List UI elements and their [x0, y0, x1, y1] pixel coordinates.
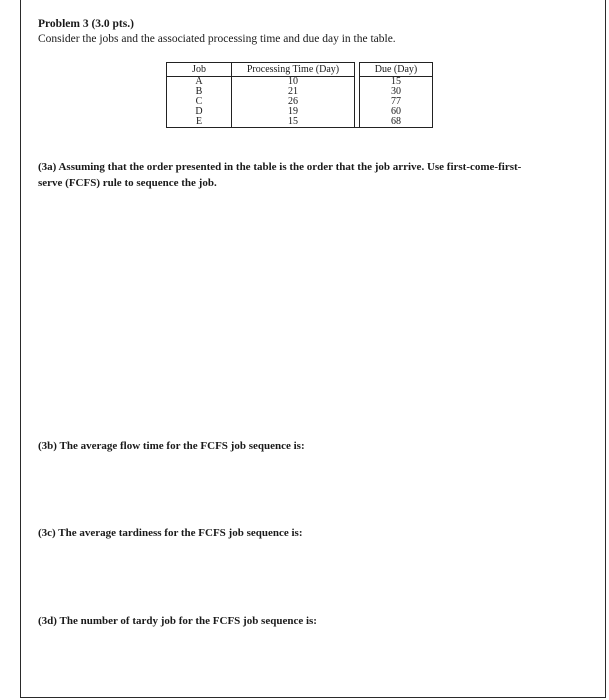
jobs-table: [166, 62, 433, 128]
question-3a-line1: (3a) Assuming that the order presented in the table is the order that the job arrive. Use first-come-first-: [38, 161, 522, 173]
cell-processing-time: 15: [232, 117, 355, 128]
cell-due: 68: [360, 117, 433, 128]
cell-job: D: [167, 107, 232, 117]
cell-processing-time: 21: [232, 87, 355, 97]
table-header-row: [167, 63, 433, 77]
cell-processing-time: 26: [232, 97, 355, 107]
cell-processing-time: 10: [232, 77, 355, 88]
cell-job: C: [167, 97, 232, 107]
cell-job: E: [167, 117, 232, 128]
question-3a-line2: serve (FCFS) rule to sequence the job.: [38, 177, 217, 189]
cell-processing-time: 19: [232, 107, 355, 117]
cell-due: 77: [360, 97, 433, 107]
question-3d: (3d) The number of tardy job for the FCFS job sequence is:: [38, 615, 317, 627]
question-3c: (3c) The average tardiness for the FCFS job sequence is:: [38, 527, 303, 539]
question-3b: (3b) The average flow time for the FCFS job sequence is:: [38, 440, 305, 452]
cell-job: A: [167, 77, 232, 88]
table-row: [167, 117, 433, 128]
cell-due: 15: [360, 77, 433, 88]
problem-title: Problem 3 (3.0 pts.): [38, 18, 134, 30]
problem-intro: Consider the jobs and the associated processing time and due day in the table.: [38, 33, 396, 45]
cell-job: B: [167, 87, 232, 97]
cell-due: 60: [360, 107, 433, 117]
header-processing-time: Processing Time (Day): [232, 63, 355, 77]
header-job: Job: [167, 63, 232, 77]
header-due: Due (Day): [360, 63, 433, 77]
cell-due: 30: [360, 87, 433, 97]
